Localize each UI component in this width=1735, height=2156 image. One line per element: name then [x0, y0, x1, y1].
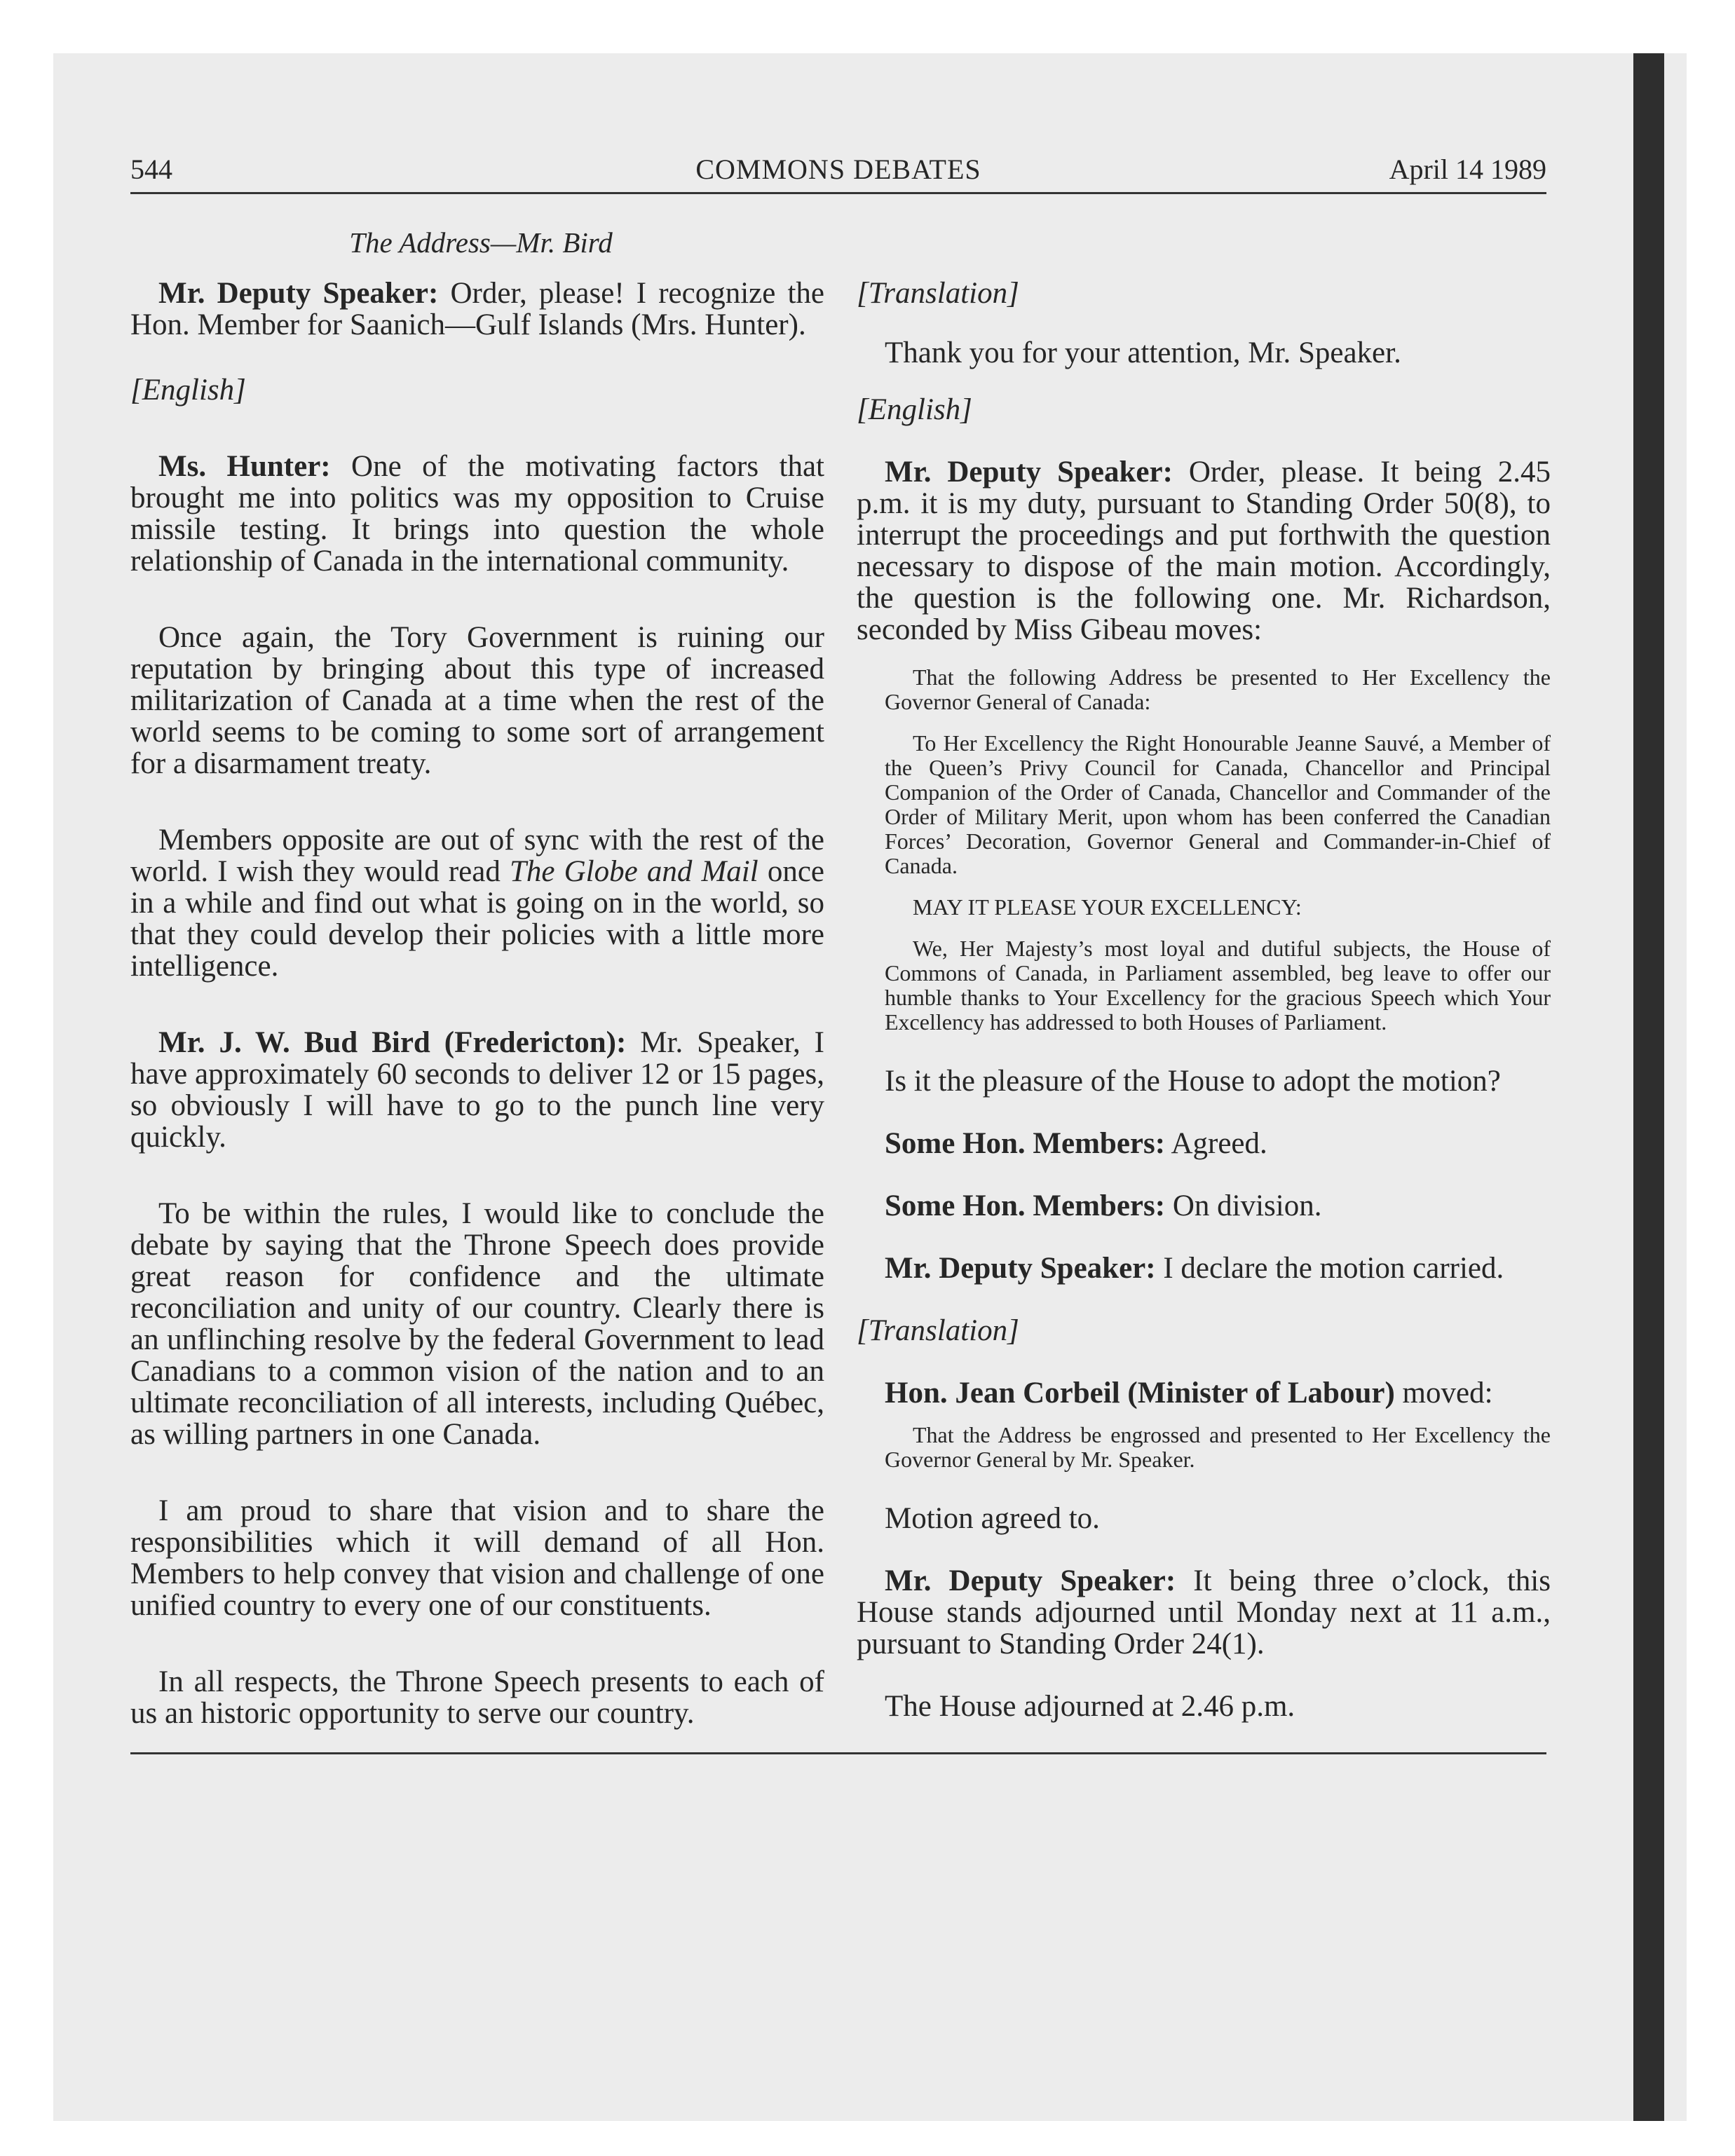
language-tag: [Translation]	[857, 277, 1019, 310]
right-column	[857, 278, 1551, 1722]
paragraph: Thank you for your attention, Mr. Speaker.	[885, 336, 1401, 369]
footer-rule	[130, 1752, 1546, 1754]
speaker-name: Mr. Deputy Speaker:	[885, 1564, 1176, 1597]
speaker-name: Mr. Deputy Speaker:	[885, 1252, 1156, 1285]
paragraph: Members opposite are out of sync with the rest of the world. I wish they would read The Globe and Mail once in a while and find out what is going on in the world, so that they could develop their policies with a little more intelligence.	[130, 824, 824, 983]
paragraph: Some Hon. Members: On division.	[885, 1189, 1322, 1222]
quoted-address: We, Her Majesty’s most loyal and dutiful subjects, the House of Commons of Canada, in Parliament assembled, beg leave to offer our humble thanks to Your Excellency for the gracious Speech which Your Excellency has addressed to both Houses of Parliament.	[885, 936, 1551, 1035]
left-column	[130, 278, 824, 1729]
paragraph: Mr. Deputy Speaker: Order, please. It being 2.45 p.m. it is my duty, pursuant to Standing Order 50(8), to interrupt the proceedings and put forthwith the question necessary to dispose of the main motion. Accordingly, the question is the following one. Mr. Richardson, seconded by Miss Gibeau moves:	[857, 456, 1551, 646]
quoted-salutation: MAY IT PLEASE YOUR EXCELLENCY:	[913, 894, 1302, 920]
paragraph: Is it the pleasure of the House to adopt the motion?	[885, 1065, 1501, 1098]
paragraph: Motion agreed to.	[885, 1502, 1100, 1535]
paragraph: Mr. Deputy Speaker: It being three o’clock, this House stands adjourned until Monday next at 11 a.m., pursuant to Standing Order 24(1).	[857, 1564, 1551, 1660]
quoted-motion: That the following Address be presented to Her Excellency the Governor General of Canada:	[885, 664, 1551, 714]
paragraph: Some Hon. Members: Agreed.	[885, 1127, 1267, 1160]
paragraph: Mr. Deputy Speaker: Order, please! I recognize the Hon. Member for Saanich—Gulf Islands (Mrs. Hunter).	[130, 277, 824, 341]
paragraph: The House adjourned at 2.46 p.m.	[885, 1690, 1295, 1723]
speaker-name: Ms. Hunter:	[158, 450, 331, 483]
paragraph: Once again, the Tory Government is ruining our reputation by bringing about this type of increased militarization of Canada at a time when the rest of the world seems to be coming to some sort of arrangement for a disarmament treaty.	[130, 621, 824, 780]
page-date: April 14 1989	[1389, 153, 1546, 185]
quoted-motion: That the Address be engrossed and presented to Her Excellency the Governor General by Mr. Speaker.	[885, 1422, 1551, 1472]
page-number: 544	[130, 153, 172, 185]
language-tag: [English]	[130, 374, 246, 407]
paragraph: I am proud to share that vision and to share the responsibilities which it will demand of all Hon. Members to help convey that vision and challenge of one unified country to every one of our constituents.	[130, 1494, 824, 1622]
paragraph: To be within the rules, I would like to conclude the debate by saying that the Throne Speech does provide great reason for confidence and the ultimate reconciliation and unity of our country. Clearly there is an unflinching resolve by the federal Government to lead Canadians to a common vision of the nation and to an ultimate reconciliation of all interests, including Québec, as willing partners in one Canada.	[130, 1197, 824, 1451]
speaker-name: Mr. J. W. Bud Bird (Fredericton):	[158, 1026, 627, 1059]
speaker-name: Hon. Jean Corbeil (Minister of Labour)	[885, 1377, 1395, 1410]
speaker-name: Some Hon. Members:	[885, 1127, 1166, 1160]
running-head: The Address—Mr. Bird	[349, 226, 613, 259]
quoted-address: To Her Excellency the Right Honourable Jeanne Sauvé, a Member of the Queen’s Privy Council for Canada, Chancellor and Principal Companion of the Order of Canada, Chancellor and Commander of the Order of Military Merit, upon whom has been conferred the Canadian Forces’ Decoration, Governor General and Commander-in-Chief of Canada.	[885, 730, 1551, 878]
paragraph: In all respects, the Throne Speech presents to each of us an historic opportunity to serve our country.	[130, 1665, 824, 1730]
speaker-name: Some Hon. Members:	[885, 1189, 1166, 1222]
publication-title: COMMONS DEBATES	[695, 153, 981, 185]
header-rule	[130, 192, 1546, 194]
paragraph: Ms. Hunter: One of the motivating factors that brought me into politics was my opposition to Cruise missile testing. It brings into question the whole relationship of Canada in the international community.	[130, 450, 824, 578]
paragraph: Mr. Deputy Speaker: I declare the motion carried.	[885, 1252, 1504, 1285]
language-tag: [Translation]	[857, 1314, 1019, 1347]
scan-edge-shadow	[1633, 53, 1664, 2121]
speaker-name: Mr. Deputy Speaker:	[158, 277, 439, 310]
paragraph: Hon. Jean Corbeil (Minister of Labour) moved:	[885, 1377, 1493, 1410]
speaker-name: Mr. Deputy Speaker:	[885, 456, 1173, 489]
paragraph: Mr. J. W. Bud Bird (Fredericton): Mr. Speaker, I have approximately 60 seconds to deliver 12 or 15 pages, so obviously I will have to go to the punch line very quickly.	[130, 1026, 824, 1154]
publication-name: The Globe and Mail	[509, 855, 758, 888]
page-header	[130, 153, 1546, 192]
language-tag: [English]	[857, 393, 972, 426]
